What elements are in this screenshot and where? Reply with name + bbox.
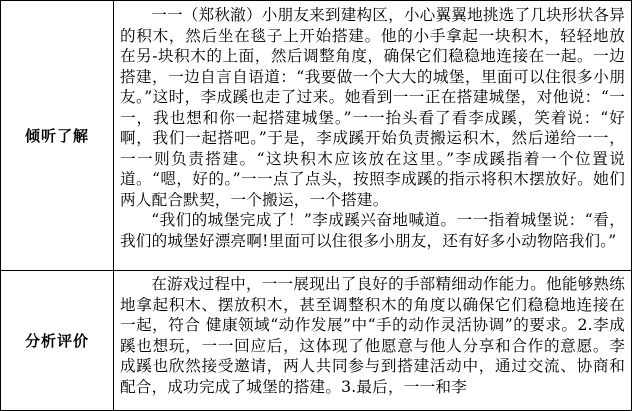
row-content-cell <box>114 1 632 271</box>
table-row-listen-understand <box>1 1 632 271</box>
observation-paragraph-2: “我们的城堡完成了！”李成蹊兴奋地喊道。一一指着城堡说：“看，我们的城堡好漂亮啊!里面可以住很多小朋友，还有好多小动物陪我们。” <box>120 211 625 250</box>
row-label-cell <box>1 271 114 411</box>
row-label-listen-understand: 倾听了解 <box>24 127 89 145</box>
row-label-analysis-evaluation: 分析评价 <box>24 332 89 350</box>
row-content-cell <box>114 271 632 411</box>
row-label-cell <box>1 1 114 271</box>
table-row-analysis-evaluation <box>1 271 632 411</box>
observation-paragraph-1: 一一（郑秋澈）小朋友来到建构区，小心翼翼地挑选了几块形状各异的积木，然后坐在毯子上开始搭建。他的小手拿起一块积木，轻轻地放在另-块积木的上面，然后调整角度，确保它们稳稳地连接在一起。一边搭建，一边自言自语道：“我要做一个大大的城堡，里面可以住很多小朋友。”这时，李成蹊也走了过来。她看到一一正在搭建城堡，对他说：“一一，我也想和你一起搭建城堡。”一一抬头看了看李成蹊，笑着说：“好啊，我们一起搭吧。”于是，李成蹊开始负责搬运积木，然后递给一一，一一则负责搭建。“这块积木应该放在这里。”李成蹊指着一个位置说道。“嗯，好的。”一一点了点头，按照李成蹊的指示将积木摆放好。她们两人配合默契，一个搬运，一个搭建。 <box>120 6 626 209</box>
analysis-paragraph-1: 在游戏过程中，一一展现出了良好的手部精细动作能力。他能够熟练地拿起积木、摆放积木，甚至调整积木的角度以确保它们稳稳地连接在一起，符合 健康领域“动作发展”中“手的动作灵活协调”的要求。2.李成蹊也想玩，一一回应后，这体现了他愿意与他人分享和合作的意愿。李成蹊也欣然接受邀请，两人共同参与到搭建活动中，通过交流、协商和配合，成功完成了城堡的搭建。3.最后，一一和李 <box>120 275 625 396</box>
